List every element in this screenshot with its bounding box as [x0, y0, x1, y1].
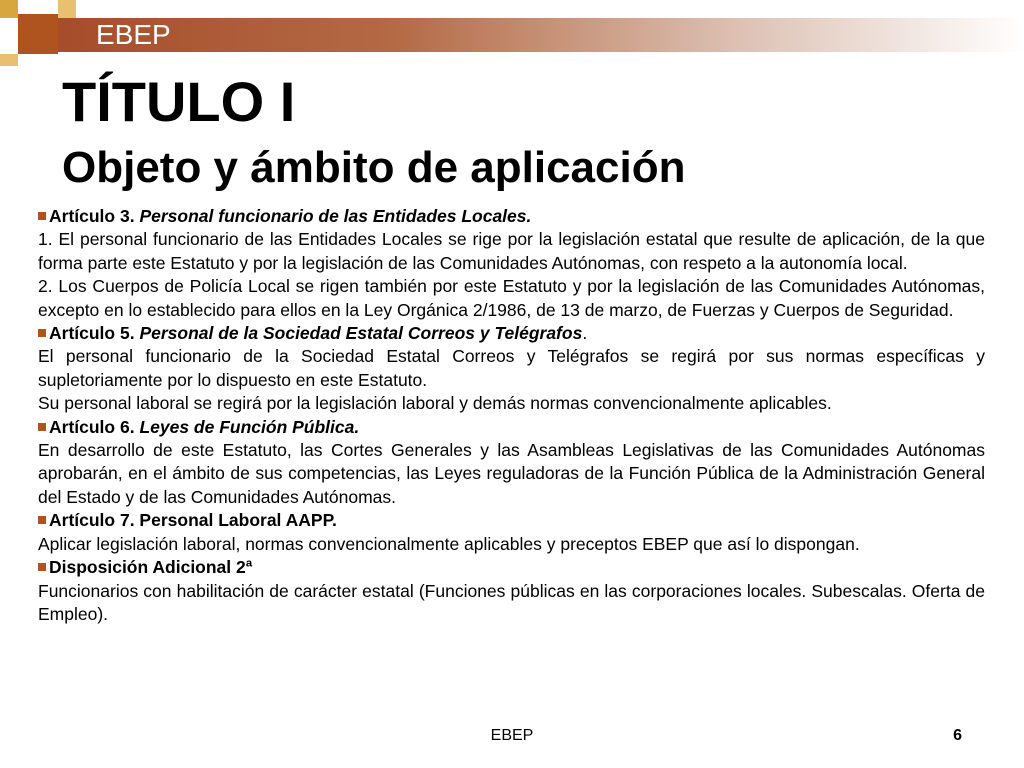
bullet-icon	[38, 423, 46, 431]
bullet-icon	[38, 516, 46, 524]
article-5-punct: .	[582, 323, 588, 344]
article-3-label: Artículo 3.	[49, 206, 135, 226]
page-number: 6	[953, 727, 962, 744]
article-3-paragraph-2: 2. Los Cuerpos de Policía Local se rigen también por este Estatuto y por la legislación de las Comunidades Autónomas, excepto en lo establecido para ellos en la Ley Orgánica 2/1986, de 13 de marzo, de Fuerzas y Cuerpos de Seguridad.	[38, 276, 985, 320]
article-3-title: Personal funcionario de las Entidades Locales.	[139, 206, 532, 226]
article-5-label: Artículo 5.	[49, 323, 135, 344]
decor-square	[58, 0, 76, 18]
decor-square	[0, 0, 18, 18]
disposicion-title: Disposición Adicional 2ª	[49, 557, 253, 578]
slide-title: TÍTULO I	[62, 70, 296, 133]
article-7-paragraph-1: Aplicar legislación laboral, normas convencionalmente aplicables y preceptos EBEP que así lo dispongan.	[38, 533, 860, 554]
article-5-title: Personal de la Sociedad Estatal Correos y Telégrafos	[139, 323, 583, 344]
brand-label: EBEP	[96, 19, 171, 50]
bullet-icon	[38, 563, 46, 571]
article-6-heading	[38, 416, 985, 439]
article-6-title: Leyes de Función Pública.	[139, 416, 360, 437]
decor-square	[18, 14, 58, 54]
article-5-paragraph-1: El personal funcionario de la Sociedad Estatal Correos y Telégrafos se regirá por sus normas específicas y supletoriamente por lo dispuesto en este Estatuto.	[38, 346, 985, 390]
article-6-paragraph-1: En desarrollo de este Estatuto, las Cortes Generales y las Asambleas Legislativas de las Comunidades Autónomas aprobarán, en el ámbito de sus competencias, las Leyes reguladoras de la Función Pública de la Administración General del Estado y de las Comunidades Autónomas.	[38, 440, 985, 507]
disposicion-heading	[38, 556, 985, 579]
article-7-title: Artículo 7. Personal Laboral AAPP.	[49, 510, 337, 531]
slide-subtitle: Objeto y ámbito de aplicación	[62, 143, 686, 192]
article-3-paragraph-1: 1. El personal funcionario de las Entidades Locales se rige por la legislación estatal que resulte de aplicación, de la que forma parte este Estatuto y por la legislación de las Comunidades Autónomas, con respeto a la autonomía local.	[38, 229, 985, 273]
bullet-icon	[38, 329, 46, 337]
article-6-label: Artículo 6.	[49, 416, 135, 437]
header-band	[58, 18, 1024, 52]
article-7-heading	[38, 509, 985, 532]
article-5-heading	[38, 322, 985, 345]
footer-label: EBEP	[490, 727, 534, 744]
article-3-heading	[38, 205, 985, 228]
decor-square	[0, 54, 18, 66]
slide-body	[38, 205, 985, 626]
article-5-paragraph-2: Su personal laboral se regirá por la legislación laboral y demás normas convencionalmente aplicables.	[38, 393, 832, 414]
bullet-icon	[38, 212, 46, 220]
disposicion-paragraph-1: Funcionarios con habilitación de carácter estatal (Funciones públicas en las corporaciones locales. Subescalas. Oferta de Empleo).	[38, 580, 985, 624]
